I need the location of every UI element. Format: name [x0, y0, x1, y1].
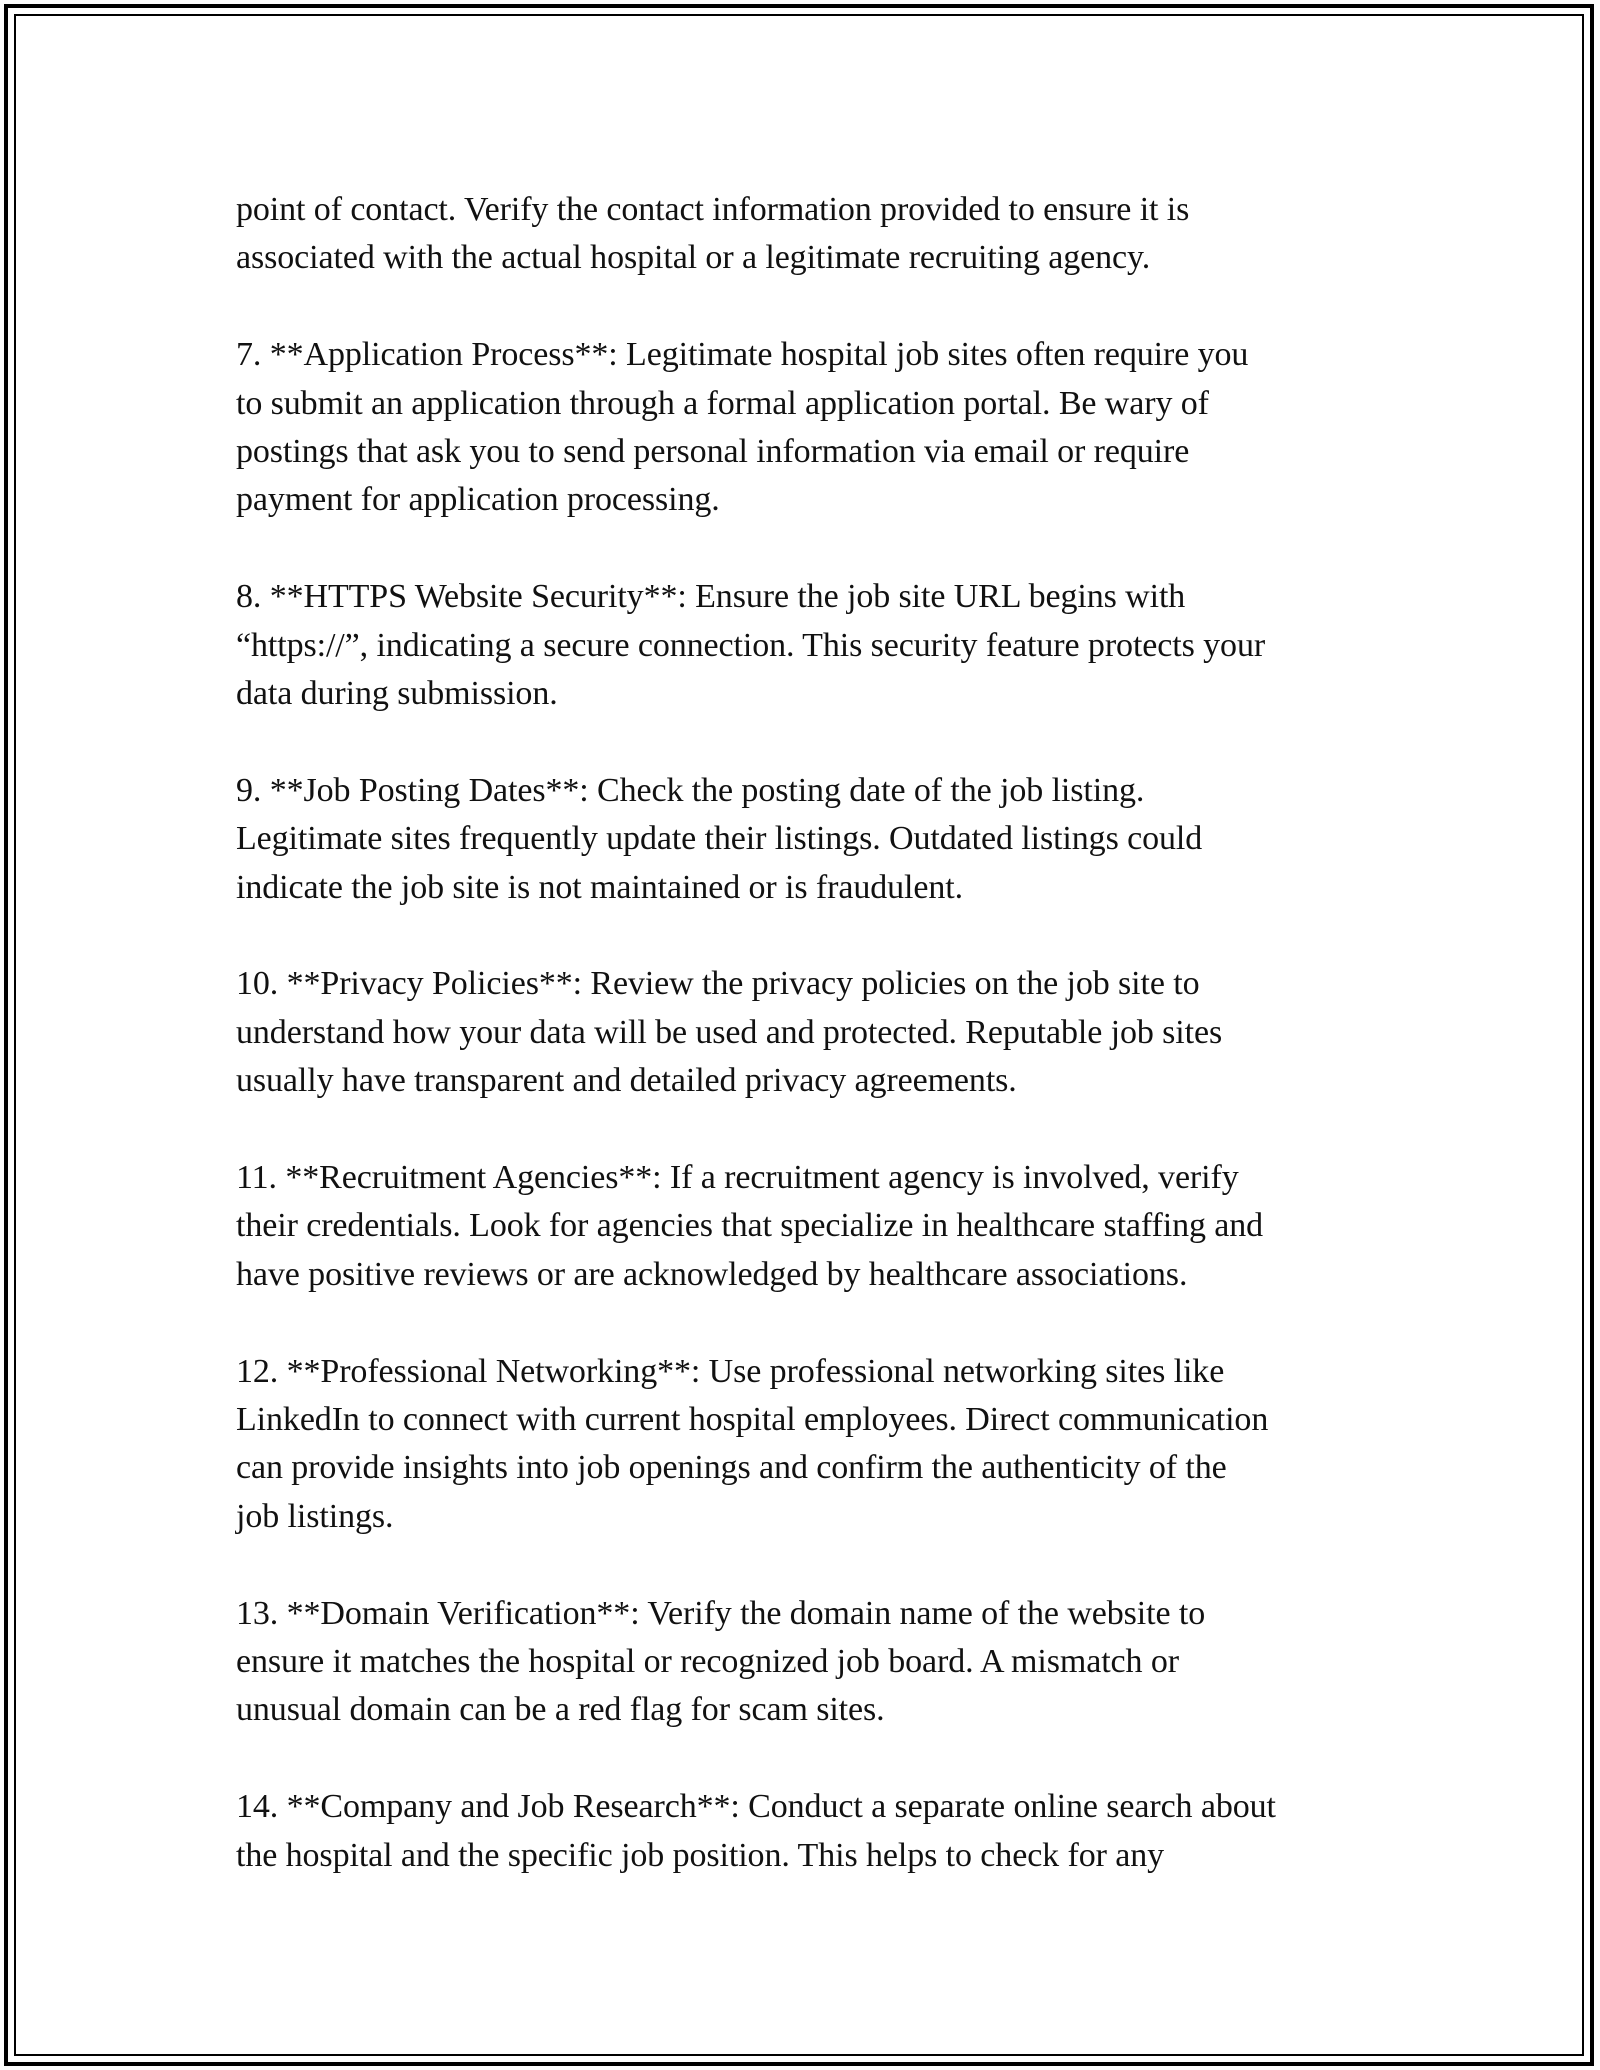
- text-line: indicate the job site is not maintained or is fraudulent.: [236, 868, 964, 906]
- paragraph: [236, 1590, 1386, 1735]
- paragraph: [236, 1348, 1386, 1542]
- text-line: associated with the actual hospital or a legitimate recruiting agency.: [236, 239, 1151, 277]
- text-line: LinkedIn to connect with current hospital employees. Direct communication: [236, 1401, 1269, 1439]
- paragraph: [236, 573, 1386, 718]
- text-line: Legitimate sites frequently update their listings. Outdated listings could: [236, 820, 1203, 858]
- text-line: postings that ask you to send personal information via email or require: [236, 433, 1190, 471]
- text-line: their credentials. Look for agencies that specialize in healthcare staffing and: [236, 1207, 1264, 1245]
- paragraph: [236, 186, 1386, 283]
- text-line: job listings.: [236, 1497, 394, 1535]
- text-line: understand how your data will be used and protected. Reputable job sites: [236, 1013, 1223, 1051]
- paragraph: [236, 960, 1386, 1105]
- text-line: usually have transparent and detailed privacy agreements.: [236, 1062, 1017, 1100]
- paragraph: [236, 767, 1386, 912]
- text-line: point of contact. Verify the contact information provided to ensure it is: [236, 191, 1190, 228]
- text-line: the hospital and the specific job position. This helps to check for any: [236, 1836, 1165, 1874]
- text-line: “https://”, indicating a secure connection. This security feature protects your: [236, 626, 1266, 664]
- text-line: have positive reviews or are acknowledged by healthcare associations.: [236, 1255, 1188, 1293]
- text-line: 7. **Application Process**: Legitimate hospital job sites often require you: [236, 336, 1249, 374]
- text-line: 9. **Job Posting Dates**: Check the posting date of the job listing.: [236, 771, 1145, 809]
- paragraph: [236, 1783, 1386, 1880]
- text-line: 14. **Company and Job Research**: Conduct a separate online search about: [236, 1788, 1276, 1826]
- text-line: can provide insights into job openings and confirm the authenticity of the: [236, 1449, 1227, 1487]
- text-line: ensure it matches the hospital or recognized job board. A mismatch or: [236, 1643, 1179, 1681]
- text-line: data during submission.: [236, 675, 558, 713]
- text-line: unusual domain can be a red flag for scam sites.: [236, 1691, 885, 1729]
- text-line: to submit an application through a formal application portal. Be wary of: [236, 384, 1209, 422]
- text-line: payment for application processing.: [236, 481, 720, 519]
- paragraph: [236, 1154, 1386, 1299]
- paragraph: [236, 331, 1386, 525]
- text-line: 11. **Recruitment Agencies**: If a recruitment agency is involved, verify: [236, 1159, 1239, 1197]
- text-line: 8. **HTTPS Website Security**: Ensure the job site URL begins with: [236, 578, 1186, 616]
- text-line: 13. **Domain Verification**: Verify the domain name of the website to: [236, 1594, 1206, 1632]
- document-body: [236, 186, 1386, 1880]
- text-line: 10. **Privacy Policies**: Review the privacy policies on the job site to: [236, 965, 1200, 1003]
- text-line: 12. **Professional Networking**: Use professional networking sites like: [236, 1352, 1225, 1390]
